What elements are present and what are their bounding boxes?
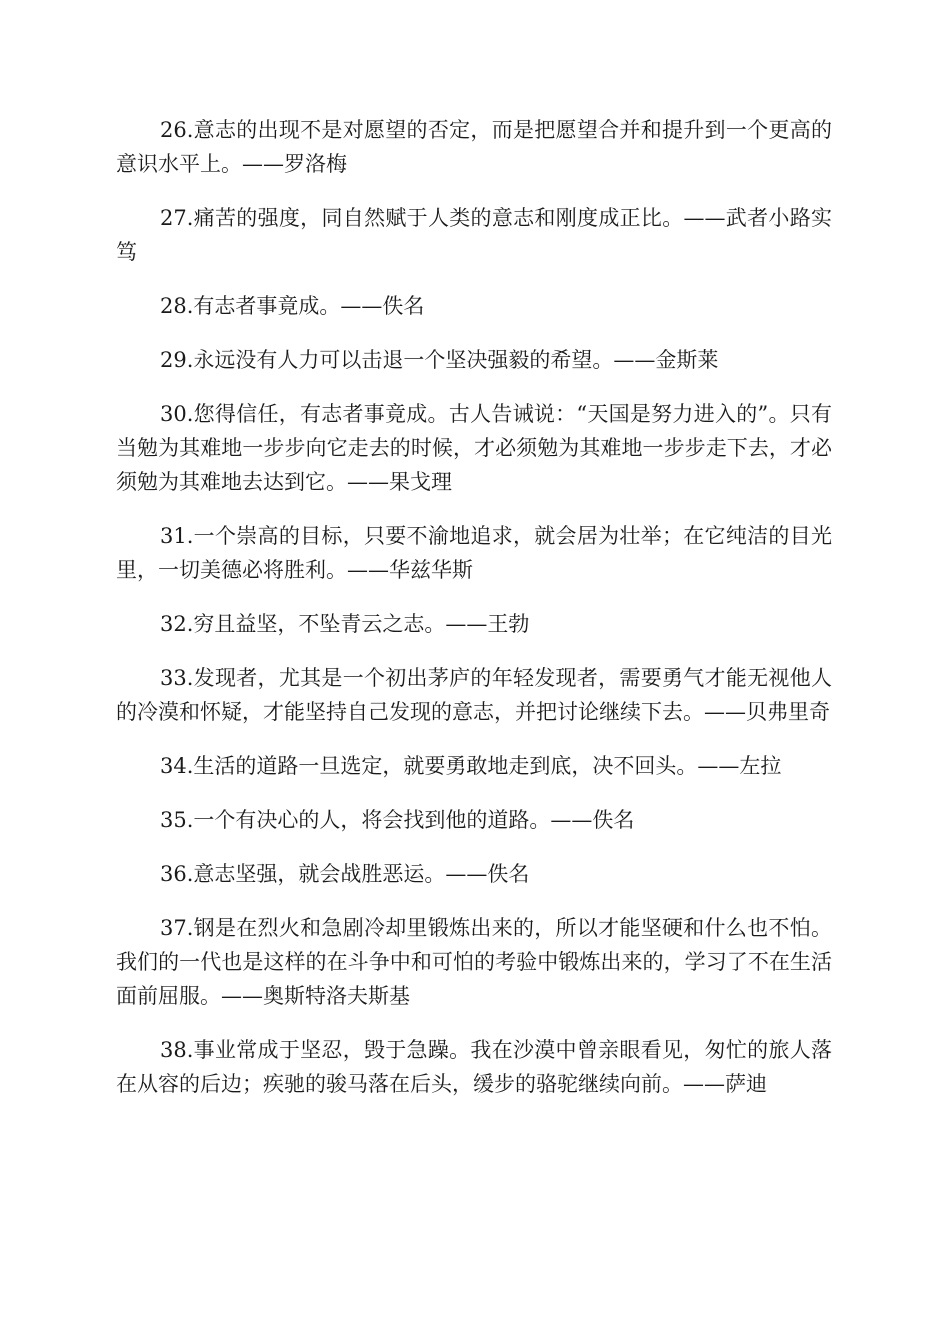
quote-29: 29.永远没有人力可以击退一个坚决强毅的希望。——金斯莱	[160, 348, 719, 372]
quote-31: 31.一个崇高的目标，只要不渝地追求，就会居为壮举；在它纯洁的目光里，一切美德必将胜利。——华兹华斯	[116, 524, 832, 582]
quote-38: 38.事业常成于坚忍，毁于急躁。我在沙漠中曾亲眼看见，匆忙的旅人落在从容的后边；疾驰的骏马落在后头，缓步的骆驼继续向前。——萨迪	[116, 1038, 832, 1096]
quote-30: 30.您得信任，有志者事竟成。古人告诫说：“天国是努力进入的”。只有当勉为其难地一步步向它走去的时候，才必须勉为其难地一步步走下去，才必须勉为其难地去达到它。——果戈理	[116, 402, 832, 494]
quote-27: 27.痛苦的强度，同自然赋于人类的意志和刚度成正比。——武者小路实笃	[116, 206, 832, 264]
quote-34: 34.生活的道路一旦选定，就要勇敢地走到底，决不回头。——左拉	[160, 754, 782, 778]
quote-28: 28.有志者事竟成。——佚名	[160, 294, 425, 318]
quote-list	[116, 113, 832, 1121]
quote-35: 35.一个有决心的人，将会找到他的道路。——佚名	[160, 808, 635, 832]
quote-36: 36.意志坚强，就会战胜恶运。——佚名	[160, 862, 530, 886]
quote-33: 33.发现者，尤其是一个初出茅庐的年轻发现者，需要勇气才能无视他人的冷漠和怀疑，才能坚持自己发现的意志，并把讨论继续下去。——贝弗里奇	[116, 666, 832, 724]
quote-32: 32.穷且益坚，不坠青云之志。——王勃	[160, 612, 530, 636]
quote-37: 37.钢是在烈火和急剧冷却里锻炼出来的，所以才能坚硬和什么也不怕。我们的一代也是这样的在斗争中和可怕的考验中锻炼出来的，学习了不在生活面前屈服。——奥斯特洛夫斯基	[116, 916, 832, 1008]
quote-26: 26.意志的出现不是对愿望的否定，而是把愿望合并和提升到一个更高的意识水平上。——罗洛梅	[116, 118, 832, 176]
